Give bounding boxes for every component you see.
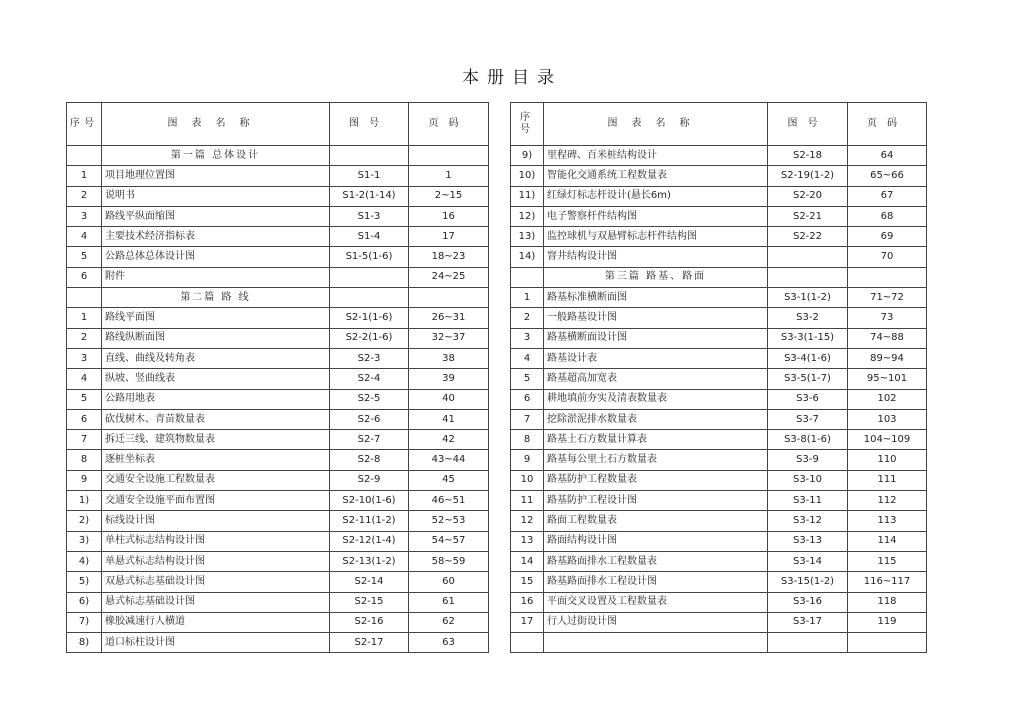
table-row: [511, 328, 927, 348]
table-header-row: [511, 103, 927, 146]
row-name: 砍伐树木、青苗数量表: [102, 409, 330, 429]
row-name: 纵坡、竖曲线表: [102, 369, 330, 389]
row-page: [848, 633, 927, 653]
row-page: 39: [409, 369, 489, 389]
row-name: 窨井结构设计图: [544, 247, 768, 267]
row-seq: 15: [511, 572, 544, 592]
row-name: 悬式标志基础设计图: [102, 592, 330, 612]
row-drawing-no: S2-22: [768, 227, 848, 247]
row-drawing-no: [768, 633, 848, 653]
row-name: 公路总体总体设计图: [102, 247, 330, 267]
table-row: [67, 572, 489, 592]
row-seq: 1: [67, 166, 102, 186]
row-page: 112: [848, 491, 927, 511]
row-seq: 4: [67, 369, 102, 389]
row-seq: 14: [511, 551, 544, 571]
row-drawing-no: S2-9: [330, 470, 409, 490]
table-row: [511, 409, 927, 429]
row-seq: 9): [511, 146, 544, 166]
row-page: 71~72: [848, 288, 927, 308]
header-page: 页码: [409, 103, 489, 146]
row-page: 89~94: [848, 348, 927, 368]
section-seq-cell: [67, 146, 102, 166]
row-page: 41: [409, 409, 489, 429]
row-name: 道口标柱设计图: [102, 633, 330, 653]
row-name: 行人过街设计图: [544, 612, 768, 632]
row-name: 耕地填前夯实及清表数量表: [544, 389, 768, 409]
row-name: 路面工程数量表: [544, 511, 768, 531]
table-row: [511, 572, 927, 592]
row-drawing-no: S2-8: [330, 450, 409, 470]
row-drawing-no: S2-17: [330, 633, 409, 653]
row-drawing-no: S2-12(1-4): [330, 531, 409, 551]
toc-body-right: [511, 146, 927, 653]
row-seq: 9: [511, 450, 544, 470]
row-page: 116~117: [848, 572, 927, 592]
row-page: 54~57: [409, 531, 489, 551]
row-drawing-no: S3-4(1-6): [768, 348, 848, 368]
row-drawing-no: S1-5(1-6): [330, 247, 409, 267]
section-row: [67, 146, 489, 166]
table-row: [511, 146, 927, 166]
row-page: 104~109: [848, 430, 927, 450]
row-drawing-no: S3-3(1-15): [768, 328, 848, 348]
table-row: [511, 430, 927, 450]
table-row: [511, 633, 927, 653]
row-page: 68: [848, 206, 927, 226]
row-seq: 7: [511, 409, 544, 429]
table-row: [511, 450, 927, 470]
row-name: 路面结构设计图: [544, 531, 768, 551]
table-row: [67, 267, 489, 287]
header-name: 图表名称: [544, 103, 768, 146]
row-seq: 3: [511, 328, 544, 348]
row-drawing-no: S3-13: [768, 531, 848, 551]
toc-table-right: [510, 102, 927, 653]
row-page: 70: [848, 247, 927, 267]
row-seq: 7: [67, 430, 102, 450]
row-drawing-no: S2-4: [330, 369, 409, 389]
table-row: [67, 633, 489, 653]
row-name: 主要技术经济指标表: [102, 227, 330, 247]
row-page: 65~66: [848, 166, 927, 186]
table-row: [511, 206, 927, 226]
row-name: 路线平面图: [102, 308, 330, 328]
table-row: [511, 227, 927, 247]
section-title: 第一篇 总体设计: [102, 146, 330, 166]
row-page: 95~101: [848, 369, 927, 389]
row-seq: 2: [511, 308, 544, 328]
row-name: 路基路面排水工程设计图: [544, 572, 768, 592]
row-name: 挖除淤泥排水数量表: [544, 409, 768, 429]
row-name: 路基横断面设计图: [544, 328, 768, 348]
row-drawing-no: S2-3: [330, 348, 409, 368]
row-seq: 4: [67, 227, 102, 247]
row-name: 说明书: [102, 186, 330, 206]
row-seq: 10): [511, 166, 544, 186]
table-row: [511, 511, 927, 531]
table-row: [511, 612, 927, 632]
header-seq: 序号: [67, 103, 102, 146]
row-seq: 1: [511, 288, 544, 308]
row-name: 智能化交通系统工程数量表: [544, 166, 768, 186]
row-drawing-no: S2-10(1-6): [330, 491, 409, 511]
row-seq: 6: [67, 267, 102, 287]
row-seq: 5): [67, 572, 102, 592]
table-row: [67, 308, 489, 328]
row-page: 24~25: [409, 267, 489, 287]
row-drawing-no: S2-16: [330, 612, 409, 632]
row-seq: 8): [67, 633, 102, 653]
row-name: 路基设计表: [544, 348, 768, 368]
table-row: [67, 227, 489, 247]
header-page: 页码: [848, 103, 927, 146]
row-seq: 17: [511, 612, 544, 632]
row-seq: 6): [67, 592, 102, 612]
row-seq: 12: [511, 511, 544, 531]
row-name: 平面交叉设置及工程数量表: [544, 592, 768, 612]
row-drawing-no: S3-8(1-6): [768, 430, 848, 450]
row-seq: 8: [67, 450, 102, 470]
table-row: [511, 348, 927, 368]
table-row: [67, 592, 489, 612]
row-page: 63: [409, 633, 489, 653]
table-row: [67, 450, 489, 470]
row-name: 交通安全设施工程数量表: [102, 470, 330, 490]
row-drawing-no: S3-17: [768, 612, 848, 632]
toc-body-left: [67, 146, 489, 653]
toc-table-left: [66, 102, 489, 653]
table-row: [67, 430, 489, 450]
header-name: 图表名称: [102, 103, 330, 146]
row-seq: 4: [511, 348, 544, 368]
table-row: [67, 389, 489, 409]
row-name: 双悬式标志基础设计图: [102, 572, 330, 592]
row-page: 52~53: [409, 511, 489, 531]
header-seq: 序号: [511, 103, 544, 146]
row-page: 69: [848, 227, 927, 247]
table-row: [511, 592, 927, 612]
row-name: 交通安全设施平面布置图: [102, 491, 330, 511]
row-seq: 3): [67, 531, 102, 551]
row-seq: 14): [511, 247, 544, 267]
row-drawing-no: S1-4: [330, 227, 409, 247]
row-drawing-no: S2-20: [768, 186, 848, 206]
row-page: 102: [848, 389, 927, 409]
row-name: 逐桩坐标表: [102, 450, 330, 470]
row-name: 橡胶减速行人横道: [102, 612, 330, 632]
row-name: 一般路基设计图: [544, 308, 768, 328]
table-row: [511, 247, 927, 267]
section-seq-cell: [511, 267, 544, 287]
row-page: 118: [848, 592, 927, 612]
table-row: [511, 491, 927, 511]
section-seq-cell: [67, 288, 102, 308]
row-seq: 5: [67, 389, 102, 409]
row-seq: 16: [511, 592, 544, 612]
section-page-cell: [409, 146, 489, 166]
row-page: 43~44: [409, 450, 489, 470]
row-drawing-no: S1-2(1-14): [330, 186, 409, 206]
row-drawing-no: S1-1: [330, 166, 409, 186]
row-name: 公路用地表: [102, 389, 330, 409]
row-seq: 5: [511, 369, 544, 389]
row-page: 16: [409, 206, 489, 226]
row-drawing-no: S3-12: [768, 511, 848, 531]
row-name: 路基超高加宽表: [544, 369, 768, 389]
row-page: 40: [409, 389, 489, 409]
row-drawing-no: [330, 267, 409, 287]
row-page: 2~15: [409, 186, 489, 206]
row-drawing-no: S2-14: [330, 572, 409, 592]
row-name: 标线设计图: [102, 511, 330, 531]
row-seq: 8: [511, 430, 544, 450]
row-name: 红绿灯标志杆设计(悬长6m): [544, 186, 768, 206]
row-page: 17: [409, 227, 489, 247]
row-drawing-no: S3-2: [768, 308, 848, 328]
row-name: 路基防护工程数量表: [544, 470, 768, 490]
row-seq: 10: [511, 470, 544, 490]
row-seq: 12): [511, 206, 544, 226]
row-name: 电子警察杆件结构图: [544, 206, 768, 226]
row-seq: 6: [67, 409, 102, 429]
row-seq: 4): [67, 551, 102, 571]
row-page: 114: [848, 531, 927, 551]
row-page: 64: [848, 146, 927, 166]
table-row: [511, 186, 927, 206]
row-name: 路基土石方数量计算表: [544, 430, 768, 450]
row-drawing-no: S2-1(1-6): [330, 308, 409, 328]
row-seq: [511, 633, 544, 653]
row-drawing-no: S2-19(1-2): [768, 166, 848, 186]
row-drawing-no: S2-7: [330, 430, 409, 450]
table-row: [511, 308, 927, 328]
table-row: [67, 247, 489, 267]
row-seq: 5: [67, 247, 102, 267]
row-name: 监控球机与双悬臂标志杆件结构图: [544, 227, 768, 247]
row-seq: 2: [67, 328, 102, 348]
row-page: 74~88: [848, 328, 927, 348]
table-row: [67, 348, 489, 368]
row-name: 里程碑、百米桩结构设计: [544, 146, 768, 166]
table-row: [511, 531, 927, 551]
row-page: 58~59: [409, 551, 489, 571]
row-seq: 13): [511, 227, 544, 247]
section-page-cell: [409, 288, 489, 308]
section-drawing-cell: [330, 288, 409, 308]
row-seq: 3: [67, 206, 102, 226]
page-title: 本册目录: [462, 68, 562, 88]
table-row: [67, 531, 489, 551]
table-row: [67, 409, 489, 429]
section-row: [67, 288, 489, 308]
table-row: [67, 612, 489, 632]
table-row: [511, 369, 927, 389]
row-name: 单柱式标志结构设计图: [102, 531, 330, 551]
row-page: 119: [848, 612, 927, 632]
row-drawing-no: S3-11: [768, 491, 848, 511]
row-page: 115: [848, 551, 927, 571]
row-page: 62: [409, 612, 489, 632]
row-drawing-no: S2-11(1-2): [330, 511, 409, 531]
row-name: 附件: [102, 267, 330, 287]
section-drawing-cell: [768, 267, 848, 287]
row-drawing-no: S3-7: [768, 409, 848, 429]
row-name: 路线纵断面图: [102, 328, 330, 348]
row-drawing-no: S3-16: [768, 592, 848, 612]
row-name: 直线、曲线及转角表: [102, 348, 330, 368]
row-seq: 7): [67, 612, 102, 632]
row-page: 61: [409, 592, 489, 612]
row-seq: 9: [67, 470, 102, 490]
row-name: 项目地理位置图: [102, 166, 330, 186]
row-drawing-no: S2-18: [768, 146, 848, 166]
row-seq: 1): [67, 491, 102, 511]
row-seq: 13: [511, 531, 544, 551]
table-row: [67, 206, 489, 226]
row-name: 路基每公里土石方数量表: [544, 450, 768, 470]
row-name: 拆迁三线、建筑物数量表: [102, 430, 330, 450]
row-page: 32~37: [409, 328, 489, 348]
row-page: 60: [409, 572, 489, 592]
row-page: 18~23: [409, 247, 489, 267]
row-seq: 11): [511, 186, 544, 206]
section-page-cell: [848, 267, 927, 287]
row-seq: 3: [67, 348, 102, 368]
row-seq: 11: [511, 491, 544, 511]
table-row: [67, 551, 489, 571]
table-row: [67, 328, 489, 348]
section-title: 第二篇 路 线: [102, 288, 330, 308]
row-page: 67: [848, 186, 927, 206]
row-seq: 6: [511, 389, 544, 409]
row-page: 111: [848, 470, 927, 490]
row-name: 单悬式标志结构设计图: [102, 551, 330, 571]
row-drawing-no: S2-15: [330, 592, 409, 612]
section-drawing-cell: [330, 146, 409, 166]
row-drawing-no: S2-21: [768, 206, 848, 226]
row-drawing-no: S3-1(1-2): [768, 288, 848, 308]
table-row: [67, 166, 489, 186]
row-page: 26~31: [409, 308, 489, 328]
table-row: [67, 511, 489, 531]
table-row: [67, 470, 489, 490]
section-title: 第三篇 路基、路面: [544, 267, 768, 287]
row-seq: 2: [67, 186, 102, 206]
table-row: [511, 470, 927, 490]
row-drawing-no: S2-5: [330, 389, 409, 409]
row-drawing-no: [768, 247, 848, 267]
row-name: 路基防护工程设计图: [544, 491, 768, 511]
row-page: 42: [409, 430, 489, 450]
row-drawing-no: S3-9: [768, 450, 848, 470]
row-page: 103: [848, 409, 927, 429]
row-seq: 2): [67, 511, 102, 531]
row-page: 113: [848, 511, 927, 531]
table-row: [511, 288, 927, 308]
table-row: [67, 369, 489, 389]
row-page: 110: [848, 450, 927, 470]
row-page: 38: [409, 348, 489, 368]
table-row: [67, 491, 489, 511]
header-drawing-no: 图号: [330, 103, 409, 146]
row-drawing-no: S3-10: [768, 470, 848, 490]
row-drawing-no: S2-6: [330, 409, 409, 429]
row-drawing-no: S2-2(1-6): [330, 328, 409, 348]
table-row: [511, 166, 927, 186]
table-header-row: [67, 103, 489, 146]
table-row: [511, 389, 927, 409]
header-drawing-no: 图号: [768, 103, 848, 146]
row-drawing-no: S3-15(1-2): [768, 572, 848, 592]
section-row: [511, 267, 927, 287]
row-page: 46~51: [409, 491, 489, 511]
row-name: 路线平纵面缩图: [102, 206, 330, 226]
row-seq: 1: [67, 308, 102, 328]
row-drawing-no: S2-13(1-2): [330, 551, 409, 571]
row-name: [544, 633, 768, 653]
row-drawing-no: S3-6: [768, 389, 848, 409]
row-page: 1: [409, 166, 489, 186]
row-name: 路基标准横断面图: [544, 288, 768, 308]
table-row: [511, 551, 927, 571]
row-page: 73: [848, 308, 927, 328]
row-drawing-no: S3-5(1-7): [768, 369, 848, 389]
row-drawing-no: S1-3: [330, 206, 409, 226]
table-row: [67, 186, 489, 206]
row-name: 路基路面排水工程数量表: [544, 551, 768, 571]
row-page: 45: [409, 470, 489, 490]
row-drawing-no: S3-14: [768, 551, 848, 571]
